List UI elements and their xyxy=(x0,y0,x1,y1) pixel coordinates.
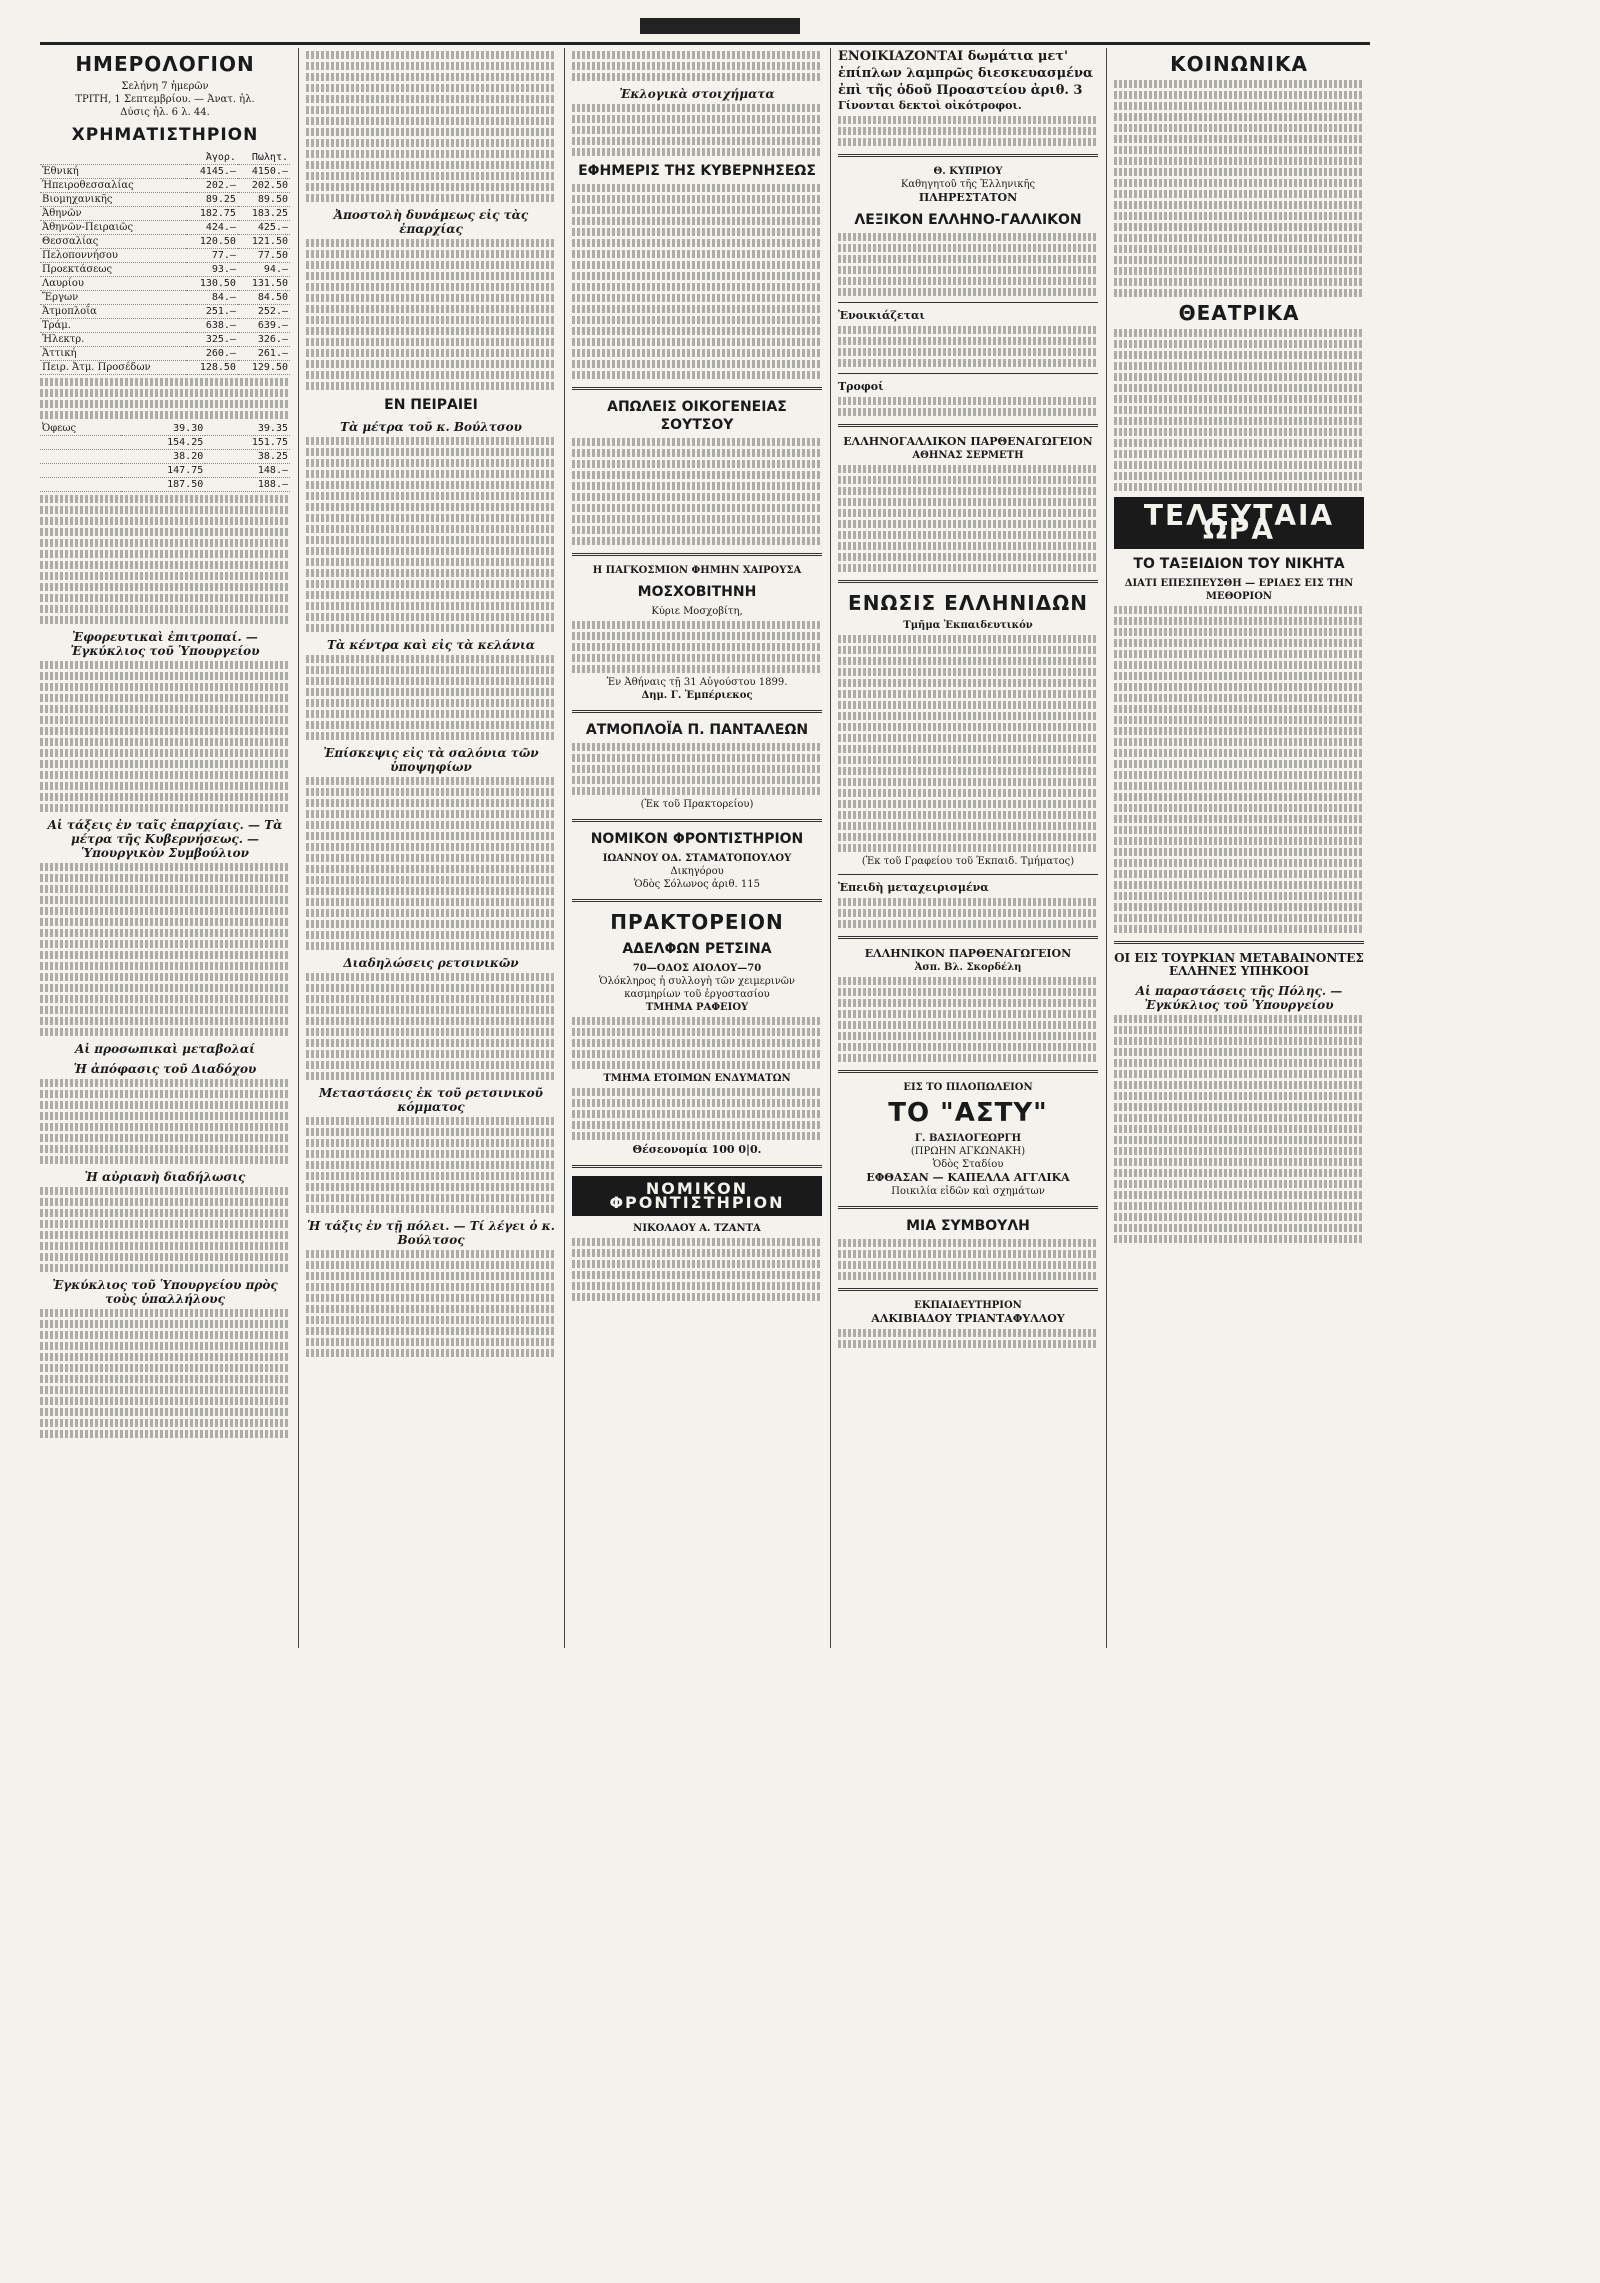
text-lines xyxy=(838,233,1098,296)
divider xyxy=(572,899,822,902)
article-heading: Διαδηλώσεις ρετσινικῶν xyxy=(343,956,519,970)
rate-sell: 326.— xyxy=(238,333,290,347)
article-subheading: Αἱ παραστάσεις τῆς Πόλης. — Ἐγκύκλιος τοῦ Ὑπουργείου xyxy=(1135,984,1343,1012)
rate-sell: 94.— xyxy=(238,263,290,277)
text-lines xyxy=(306,777,556,950)
text-lines xyxy=(838,1329,1098,1348)
ad-title: ΕΝΩΣΙΣ ΕΛΛΗΝΙΔΩΝ xyxy=(848,591,1088,615)
text-lines xyxy=(1114,606,1364,933)
text-lines xyxy=(838,116,1098,146)
rate-buy: 147.75 xyxy=(121,464,206,478)
ad-title: Η ΠΑΓΚΟΣΜΙΟΝ ΦΗΜΗΝ ΧΑΙΡΟΥΣΑ xyxy=(592,565,802,576)
rate-buy: 128.50 xyxy=(186,361,238,375)
text-lines xyxy=(306,239,556,390)
text-lines xyxy=(572,1088,822,1140)
table-row xyxy=(40,305,290,319)
text-lines xyxy=(40,378,290,419)
article-heading: Αἱ τάξεις ἐν ταῖς ἐπαρχίαις. — Τὰ μέτρα τῆς Κυβερνήσεως. — Ὑπουργικὸν Συμβούλιον xyxy=(47,818,283,860)
rate-sell: 425.— xyxy=(238,221,290,235)
rate-sell: 4150.— xyxy=(238,165,290,179)
ad-name: Ἀσπ. Βλ. Σκορδέλη xyxy=(914,962,1022,973)
article-heading: Ἐφορευτικαὶ ἐπιτροπαί. — Ἐγκύκλιος τοῦ Ὑπουργείου xyxy=(70,630,260,658)
ad-text: Γίνονται δεκτοὶ οἰκότροφοι. xyxy=(838,99,1022,112)
table-header-cell xyxy=(40,151,186,165)
rate-buy: 39.30 xyxy=(121,422,206,436)
article-heading: Ἀποστολὴ δυνάμεως εἰς τὰς ἐπαρχίας xyxy=(333,208,529,236)
rate-name: Ἠπειροθεσσαλίας xyxy=(40,179,186,193)
article-heading: Ἡ τάξις ἐν τῇ πόλει. — Τί λέγει ὁ κ. Βούλτσος xyxy=(307,1219,555,1247)
exchange-table-2 xyxy=(40,422,290,492)
rate-buy: 38.20 xyxy=(121,450,206,464)
ad-role: Δικηγόρου xyxy=(670,866,724,877)
table-row xyxy=(40,235,290,249)
rate-buy: 84.— xyxy=(186,291,238,305)
rate-sell: 148.— xyxy=(205,464,290,478)
newspaper-page xyxy=(40,14,1370,1654)
divider xyxy=(838,1206,1098,1209)
section-heading: ΚΟΙΝΩΝΙΚΑ xyxy=(1170,52,1308,76)
rate-sell: 131.50 xyxy=(238,277,290,291)
divider xyxy=(838,424,1098,427)
section-heading: ΘΕΑΤΡΙΚΑ xyxy=(1178,301,1300,325)
rate-name: Πελοποννήσου xyxy=(40,249,186,263)
ad-heading: ΠΛΗΡΕΣΤΑΤΟΝ xyxy=(918,191,1018,204)
column-rule xyxy=(564,48,565,1648)
rate-name: Ἠλεκτρ. xyxy=(40,333,186,347)
ad-name: ΑΛΚΙΒΙΑΔΟΥ ΤΡΙΑΝΤΑΦΥΛΛΟΥ xyxy=(871,1312,1065,1325)
ad-title: ΕΛΛΗΝΟΓΑΛΛΙΚΟΝ ΠΑΡΘΕΝΑΓΩΓΕΙΟΝ xyxy=(843,435,1093,448)
rate-name: Ἀθηνῶν-Πειραιῶς xyxy=(40,221,186,235)
ad-sign: Δημ. Γ. Ἐμπέριεκος xyxy=(641,690,753,701)
table-row xyxy=(40,165,290,179)
rate-name: Ἀθηνῶν xyxy=(40,207,186,221)
rate-buy: 260.— xyxy=(186,347,238,361)
ad-title: ΜΙΑ ΣΥΜΒΟΥΛΗ xyxy=(906,1218,1030,1234)
ad-heading: Ἐπειδὴ μεταχειρισμένα xyxy=(838,881,989,894)
text-lines xyxy=(572,743,822,795)
calendar-line-3: Δύσις ἡλ. 6 λ. 44. xyxy=(120,107,210,118)
text-lines xyxy=(572,621,822,673)
ad-text: ΕΝΟΙΚΙΑΖΟΝΤΑΙ δωμάτια μετ' ἐπίπλων λαμπρῶς διεσκευασμένα ἐπὶ τῆς ὁδοῦ Προαστείου ἀριθ. 3 xyxy=(838,49,1094,98)
divider xyxy=(838,1070,1098,1073)
rate-buy: 202.— xyxy=(186,179,238,193)
column-5 xyxy=(1114,48,1364,1648)
text-lines xyxy=(306,51,556,202)
ad-heading: ΠΡΑΚΤΟΡΕΙΟΝ xyxy=(610,910,784,934)
ad-address: Ὁδὸς Σταδίου xyxy=(932,1159,1004,1170)
rate-buy: 182.75 xyxy=(186,207,238,221)
table-row xyxy=(40,347,290,361)
rate-name: Ἔργων xyxy=(40,291,186,305)
ad-sub: ΤΜΗΜΑ ΕΤΟΙΜΩΝ ΕΝΔΥΜΑΤΩΝ xyxy=(603,1073,791,1084)
rate-sell: 252.— xyxy=(238,305,290,319)
rate-name: Ἀττική xyxy=(40,347,186,361)
rate-sell: 84.50 xyxy=(238,291,290,305)
ad-address: Ὁδὸς Σόλωνος ἀριθ. 115 xyxy=(634,879,760,890)
text-lines xyxy=(838,326,1098,367)
section-heading: ΕΦΗΜΕΡΙΣ ΤΗΣ ΚΥΒΕΡΝΗΣΕΩΣ xyxy=(578,163,816,179)
text-lines xyxy=(838,977,1098,1062)
table-row xyxy=(40,263,290,277)
ad-title: ΛΕΞΙΚΟΝ ΕΛΛΗΝΟ-ΓΑΛΛΙΚΟΝ xyxy=(854,212,1082,228)
divider xyxy=(838,936,1098,939)
ad-title: ΕΛΛΗΝΙΚΟΝ ΠΑΡΘΕΝΑΓΩΓΕΙΟΝ xyxy=(864,947,1072,960)
rate-sell: 121.50 xyxy=(238,235,290,249)
ad-date: Ἐν Ἀθήναις τῇ 31 Αὐγούστου 1899. xyxy=(606,677,788,688)
text-lines xyxy=(838,1239,1098,1280)
rate-name: Ἀτμοπλοΐα xyxy=(40,305,186,319)
column-4 xyxy=(838,48,1098,1648)
table-header-row xyxy=(40,151,290,165)
rate-buy: 424.— xyxy=(186,221,238,235)
divider xyxy=(838,154,1098,157)
text-lines xyxy=(40,1309,290,1438)
table-row xyxy=(40,193,290,207)
divider xyxy=(838,1288,1098,1291)
ad-note: (Ἐκ τοῦ Πρακτορείου) xyxy=(640,799,754,810)
text-lines xyxy=(306,437,556,632)
ad-heading: ΑΠΩΛΕΙΣ ΟΙΚΟΓΕΝΕΙΑΣ ΣΟΥΤΣΟΥ xyxy=(607,399,787,433)
divider xyxy=(838,874,1098,875)
rate-buy: 130.50 xyxy=(186,277,238,291)
text-lines xyxy=(572,438,822,545)
rate-name xyxy=(40,478,121,492)
rate-name: Προεκτάσεως xyxy=(40,263,186,277)
table-row xyxy=(40,464,290,478)
article-heading: ΟΙ ΕΙΣ ΤΟΥΡΚΙΑΝ ΜΕΤΑΒΑΙΝΟΝΤΕΣ ΕΛΛΗΝΕΣ ΥΠΗΚΟΟΙ xyxy=(1114,951,1364,978)
ad-name: ΑΔΕΛΦΩΝ ΡΕΤΣΙΝΑ xyxy=(622,941,772,957)
article-heading: Ἡ αὐριανὴ διαδήλωσις xyxy=(84,1170,246,1184)
table-row xyxy=(40,333,290,347)
rate-sell: 183.25 xyxy=(238,207,290,221)
rate-buy: 93.— xyxy=(186,263,238,277)
rate-sell: 38.25 xyxy=(205,450,290,464)
ad-slogan: ΕΦΘΑΣΑΝ — ΚΑΠΕΛΛΑ ΑΓΓΛΙΚΑ xyxy=(866,1171,1070,1184)
table-row xyxy=(40,221,290,235)
rate-name xyxy=(40,450,121,464)
ad-name: ΤΟ "ΑΣΤΥ" xyxy=(888,1098,1048,1128)
text-lines xyxy=(572,184,822,379)
ad-sub: Κύριε Μοσχοβίτη, xyxy=(651,606,743,617)
rate-sell: 202.50 xyxy=(238,179,290,193)
article-heading: Ἐπίσκεψις εἰς τὰ σαλόνια τῶν ὑποψηφίων xyxy=(323,746,539,774)
table-row xyxy=(40,207,290,221)
table-row xyxy=(40,249,290,263)
ad-heading: ΑΤΜΟΠΛΟΪΑ Π. ΠΑΝΤΑΛΕΩΝ xyxy=(585,722,809,738)
rate-name: Λαυρίου xyxy=(40,277,186,291)
text-lines xyxy=(838,898,1098,928)
ad-name: ΑΘΗΝΑΣ ΣΕΡΜΕΤΗ xyxy=(912,450,1024,461)
table-row xyxy=(40,179,290,193)
article-heading: Μεταστάσεις ἐκ τοῦ ρετσινικοῦ κόμματος xyxy=(319,1086,543,1114)
column-2 xyxy=(306,48,556,1648)
rate-buy: 89.25 xyxy=(186,193,238,207)
table-row xyxy=(40,436,290,450)
ad-prev: (ΠΡΩΗΝ ΑΓΚΩΝΑΚΗ) xyxy=(910,1146,1026,1157)
ad-heading: ΝΟΜΙΚΟΝ ΦΡΟΝΤΙΣΤΗΡΙΟΝ xyxy=(590,831,804,847)
divider xyxy=(838,302,1098,303)
text-lines xyxy=(838,635,1098,852)
rate-sell: 89.50 xyxy=(238,193,290,207)
rate-sell: 639.— xyxy=(238,319,290,333)
rate-buy: 77.— xyxy=(186,249,238,263)
table-row xyxy=(40,291,290,305)
divider xyxy=(838,373,1098,374)
column-1 xyxy=(40,48,290,1648)
divider xyxy=(572,819,822,822)
rate-sell: 188.— xyxy=(205,478,290,492)
rate-sell: 129.50 xyxy=(238,361,290,375)
table-row xyxy=(40,319,290,333)
ad-heading: Τροφοί xyxy=(838,380,884,393)
text-lines xyxy=(1114,329,1364,491)
table-header-cell: Πωλητ. xyxy=(238,151,290,165)
ad-name: ΝΙΚΟΛΑΟΥ Α. ΤΖΑΝΤΑ xyxy=(633,1223,761,1234)
masthead-blot xyxy=(640,18,800,34)
article-heading: ΤΟ ΤΑΞΕΙΔΙΟΝ ΤΟΥ ΝΙΚΗΤΑ xyxy=(1133,556,1345,572)
rate-buy: 120.50 xyxy=(186,235,238,249)
ad-heading: Ἐνοικιάζεται xyxy=(838,309,925,322)
rate-name xyxy=(40,464,121,478)
divider xyxy=(572,553,822,556)
article-heading: Τὰ μέτρα τοῦ κ. Βούλτσου xyxy=(340,420,522,434)
divider xyxy=(1114,941,1364,944)
ad-sub: Τμῆμα Ἐκπαιδευτικόν xyxy=(903,620,1033,631)
masthead-bar xyxy=(40,14,1370,45)
text-lines xyxy=(838,397,1098,416)
rate-buy: 187.50 xyxy=(121,478,206,492)
table-row xyxy=(40,361,290,375)
ad-name: Θ. ΚΥΠΡΙΟΥ xyxy=(933,166,1003,177)
text-lines xyxy=(838,465,1098,572)
text-lines xyxy=(572,1017,822,1069)
column-rule xyxy=(830,48,831,1648)
text-lines xyxy=(572,104,822,156)
banner-heading: ΤΕΛΕΥΤΑΙΑ ΩΡΑ xyxy=(1114,497,1364,549)
table-row xyxy=(40,422,290,436)
rate-sell: 39.35 xyxy=(205,422,290,436)
text-lines xyxy=(572,1238,822,1301)
text-lines xyxy=(40,863,290,1036)
table-row xyxy=(40,450,290,464)
exchange-title: ΧΡΗΜΑΤΙΣΤΗΡΙΟΝ xyxy=(71,125,259,145)
ad-name: ΜΟΣΧΟΒΙΤΗΝΗ xyxy=(637,584,757,600)
exchange-table xyxy=(40,151,290,375)
rate-buy: 325.— xyxy=(186,333,238,347)
article-heading: Αἱ προσωπικαὶ μεταβολαί xyxy=(75,1042,255,1056)
rate-name: Βιομηχανικῆς xyxy=(40,193,186,207)
text-lines xyxy=(306,973,556,1080)
text-lines xyxy=(306,1250,556,1357)
column-3 xyxy=(572,48,822,1648)
text-lines xyxy=(40,495,290,624)
divider xyxy=(572,1165,822,1168)
divider xyxy=(572,710,822,713)
rate-sell: 151.75 xyxy=(205,436,290,450)
text-lines xyxy=(306,655,556,740)
column-rule xyxy=(298,48,299,1648)
rate-name: Πειρ. Ἀτμ. Προσέδων xyxy=(40,361,186,375)
table-row xyxy=(40,478,290,492)
ad-role: Καθηγητοῦ τῆς Ἑλληνικῆς xyxy=(900,179,1036,190)
table-row xyxy=(40,277,290,291)
text-lines xyxy=(1114,80,1364,297)
text-lines xyxy=(306,1117,556,1213)
rate-sell: 261.— xyxy=(238,347,290,361)
article-heading: Ἐγκύκλιος τοῦ Ὑπουργείου πρὸς τοὺς ὑπαλλήλους xyxy=(52,1278,278,1306)
text-lines xyxy=(40,1079,290,1164)
ad-sub: ΤΜΗΜΑ ΡΑΦΕΙΟΥ xyxy=(645,1002,749,1013)
ad-line: Ποικιλία εἰδῶν καὶ σχημάτων xyxy=(891,1186,1045,1197)
rate-name: Ὀφεως xyxy=(40,422,121,436)
divider xyxy=(572,387,822,390)
article-heading: Ἐκλογικὰ στοιχήματα xyxy=(619,87,775,101)
article-heading: Ἡ ἀπόφασις τοῦ Διαδόχου xyxy=(73,1062,257,1076)
rate-buy: 4145.— xyxy=(186,165,238,179)
ad-price: Θέσεονομία 100 0|0. xyxy=(632,1143,762,1156)
ad-address: 70—ΟΔΟΣ ΑΙΟΛΟΥ—70 xyxy=(632,963,762,974)
table-header-cell: Ἀγορ. xyxy=(186,151,238,165)
rate-name: Ἐθνική xyxy=(40,165,186,179)
text-lines xyxy=(1114,1015,1364,1243)
rate-buy: 638.— xyxy=(186,319,238,333)
ad-pre: ΕΚΠΑΙΔΕΥΤΗΡΙΟΝ xyxy=(914,1300,1022,1311)
divider xyxy=(838,580,1098,583)
rate-name: Θεσσαλίας xyxy=(40,235,186,249)
ad-pre: ΕΙΣ ΤΟ ΠΙΛΟΠΩΛΕΙΟΝ xyxy=(903,1082,1033,1093)
rate-buy: 251.— xyxy=(186,305,238,319)
article-heading: Τὰ κέντρα καὶ εἰς τὰ κελάνια xyxy=(326,638,535,652)
ad-name: ΙΩΑΝΝΟΥ ΟΔ. ΣΤΑΜΑΤΟΠΟΥΛΟΥ xyxy=(602,853,792,864)
ad-banner: ΝΟΜΙΚΟΝ ΦΡΟΝΤΙΣΤΗΡΙΟΝ xyxy=(572,1176,822,1216)
text-lines xyxy=(40,661,290,812)
calendar-line-1: Σελήνη 7 ἡμερῶν xyxy=(121,81,209,92)
calendar-title: ΗΜΕΡΟΛΟΓΙΟΝ xyxy=(75,52,255,76)
rate-name xyxy=(40,436,121,450)
article-subheading: ΔΙΑΤΙ ΕΠΕΣΠΕΥΣΘΗ — ΕΡΙΔΕΣ ΕΙΣ ΤΗΝ ΜΕΘΟΡΙΟΝ xyxy=(1124,578,1354,602)
column-rule xyxy=(1106,48,1107,1648)
section-heading: ΕΝ ΠΕΙΡΑΙΕΙ xyxy=(384,397,478,413)
rate-name: Τράμ. xyxy=(40,319,186,333)
calendar-line-2: ΤΡΙΤΗ, 1 Σεπτεμβρίου. — Ἀνατ. ἡλ. xyxy=(75,94,255,105)
rate-sell: 77.50 xyxy=(238,249,290,263)
ad-owner: Γ. ΒΑΣΙΛΟΓΕΩΡΓΗ xyxy=(914,1133,1022,1144)
rate-buy: 154.25 xyxy=(121,436,206,450)
text-lines xyxy=(40,1187,290,1272)
text-lines xyxy=(572,51,822,81)
ad-note: (Ἐκ τοῦ Γραφείου τοῦ Ἐκπαιδ. Τμήματος) xyxy=(861,856,1075,867)
ad-line: Ὁλόκληρος ἡ συλλογὴ τῶν χειμερινῶν κασμηρίων τοῦ ἐργοστασίου xyxy=(598,976,796,1000)
